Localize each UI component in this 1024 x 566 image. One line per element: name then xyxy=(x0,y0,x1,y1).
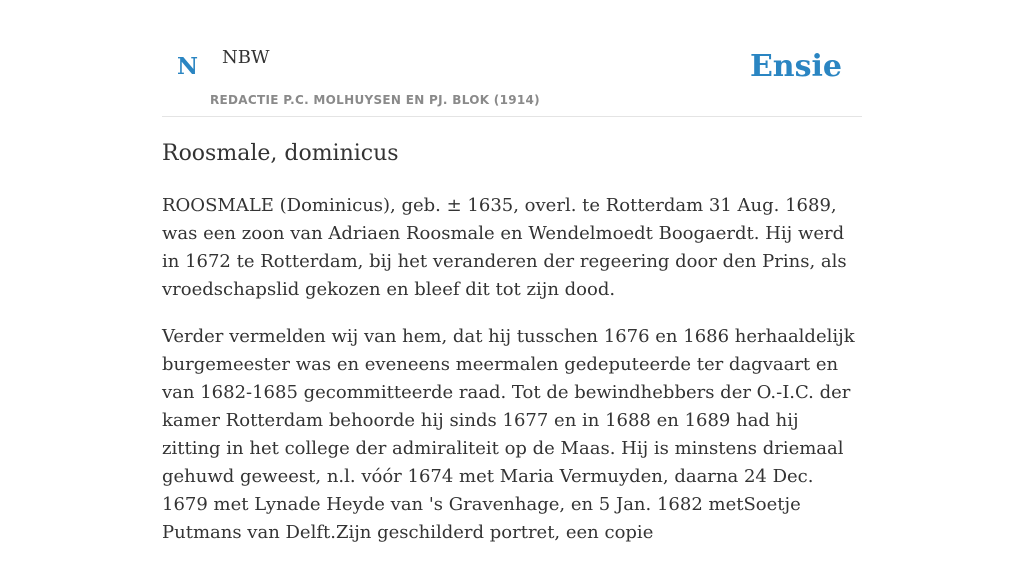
content-container xyxy=(162,0,862,543)
ensie-logo-link[interactable]: Ensie xyxy=(749,49,842,84)
source-subtitle: REDACTIE P.C. MOLHUYSEN EN PJ. BLOK (1914) xyxy=(210,93,540,107)
article-body xyxy=(162,192,862,566)
source-header xyxy=(162,0,862,117)
article-paragraph: Verder vermelden wij van hem, dat hij tusschen 1676 en 1686 herhaaldelijk burgemeester was en eveneens meermalen gedeputeerde ter dagvaart en van 1682-1685 gecommitteerde raad. Tot de bewindhebbers der O.-I.C. der kamer Rotterdam behoorde hij sinds 1677 en in 1688 en 1689 had hij zitting in het college der admiraliteit op de Maas. Hij is minstens driemaal gehuwd geweest, n.l. vóór 1674 met Maria Vermuyden, daarna 24 Dec. 1679 met Lynade Heyde van 's Gravenhage, en 5 Jan. 1682 metSoetje Putmans van Delft.Zijn geschilderd portret, een copie xyxy=(162,326,855,543)
page-title: Roosmale, dominicus xyxy=(162,141,399,166)
article-paragraph: ROOSMALE (Dominicus), geb. ± 1635, overl. te Rotterdam 31 Aug. 1689, was een zoon van Adriaen Roosmale en Wendelmoedt Boogaerdt. Hij werd in 1672 te Rotterdam, bij het veranderen der regeering door den Prins, als vroedschapslid gekozen en bleef dit tot zijn dood. xyxy=(162,195,847,300)
source-logo[interactable]: N xyxy=(177,53,199,80)
source-name[interactable]: NBW xyxy=(222,47,270,68)
